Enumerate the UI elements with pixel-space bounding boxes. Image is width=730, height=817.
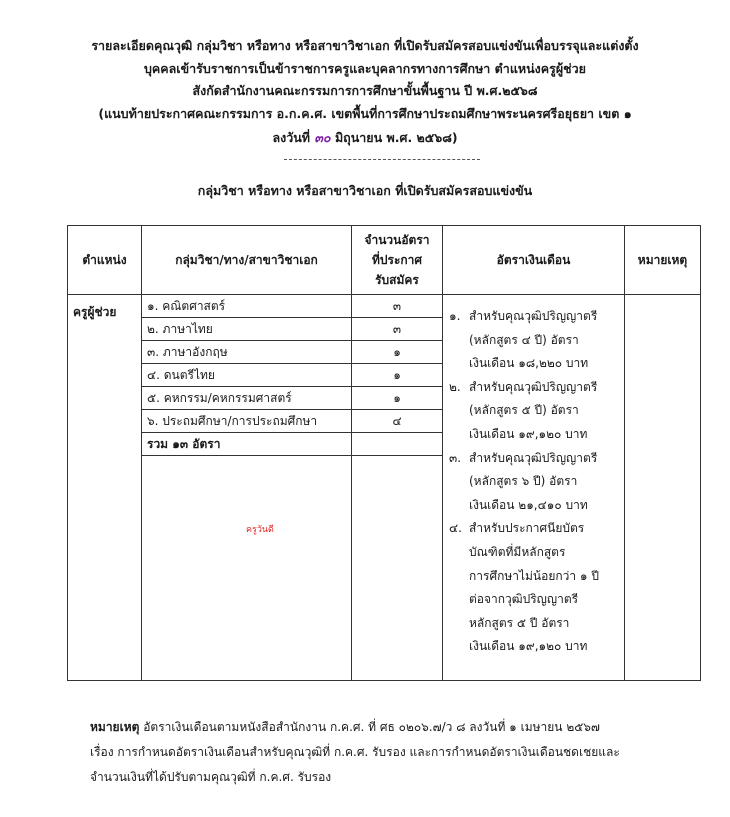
- salary-item: [449, 376, 620, 447]
- salary-item-number: ๓.: [449, 450, 462, 465]
- salary-line: สำหรับคุณวุฒิปริญญาตรี: [469, 379, 598, 394]
- counts-cell: [352, 295, 443, 681]
- header-count-line-2: ที่ประกาศ: [371, 253, 423, 267]
- salary-line: สำหรับประกาศนียบัตร: [469, 521, 585, 536]
- header-line-5: [0, 127, 730, 148]
- salary-cell: [443, 295, 625, 681]
- subject-row: ๕. คหกรรม/คหกรรมศาสตร์: [142, 387, 351, 410]
- salary-line: หลักสูตร ๕ ปี อัตรา: [469, 615, 570, 630]
- subject-row: ๔. ดนตรีไทย: [142, 364, 351, 387]
- positions-table: [67, 225, 701, 681]
- salary-line: เงินเดือน ๑๘,๒๒๐ บาท: [469, 356, 589, 371]
- salary-item: [449, 447, 620, 518]
- salary-item-number: ๑.: [449, 309, 461, 323]
- footnote-line-2: เรื่อง การกำหนดอัตราเงินเดือนสำหรับคุณวุฒิที่ ก.ค.ศ. รับรอง และการกำหนดอัตราเงินเดือนชดเชยและ: [90, 745, 620, 759]
- date-day: ๓๐: [314, 130, 331, 145]
- footnote: [90, 715, 700, 790]
- salary-line: บัณฑิตที่มีหลักสูตร: [469, 544, 566, 559]
- salary-item: [449, 305, 620, 376]
- salary-item: [449, 517, 620, 659]
- salary-line: (หลักสูตร ๔ ปี) อัตรา: [469, 332, 579, 347]
- salary-line: เงินเดือน ๑๙,๑๒๐ บาท: [469, 426, 588, 441]
- dashed-divider: [284, 159, 480, 160]
- count-row: ๑: [352, 341, 442, 364]
- salary-line: (หลักสูตร ๖ ปี) อัตรา: [469, 474, 578, 489]
- salary-line: เงินเดือน ๑๙,๑๒๐ บาท: [469, 639, 588, 654]
- salary-item-number: ๔.: [449, 521, 462, 536]
- salary-item-number: ๒.: [449, 379, 461, 394]
- position-cell: ครูผู้ช่วย: [68, 295, 142, 681]
- subjects-cell: [142, 295, 352, 681]
- header-salary: อัตราเงินเดือน: [443, 226, 625, 295]
- header-line-2: บุคคลเข้ารับราชการเป็นข้าราชการครูและบุคลากรทางการศึกษา ตำแหน่งครูผู้ช่วย: [143, 61, 586, 76]
- salary-line: การศึกษาไม่น้อยกว่า ๑ ปี: [469, 568, 599, 583]
- watermark-text: ครูวันดี: [246, 525, 274, 535]
- count-row: ๔: [352, 410, 442, 433]
- remark-cell: [625, 295, 701, 681]
- table-header-row: [68, 226, 701, 295]
- count-row: ๓: [352, 295, 442, 318]
- date-prefix: ลงวันที่: [272, 130, 311, 145]
- header-position: ตำแหน่ง: [68, 226, 142, 295]
- footnote-line-1: [90, 715, 700, 740]
- header-line-3: สังกัดสำนักงานคณะกรรมการการศึกษาขั้นพื้นฐาน ปี พ.ศ.๒๕๖๘: [192, 83, 538, 98]
- subject-row: ๑. คณิตศาสตร์: [142, 295, 351, 318]
- footnote-line-3: จำนวนเงินที่ได้ปรับตามคุณวุฒิที่ ก.ค.ศ. รับรอง: [90, 770, 332, 784]
- header-count-line-1: จำนวนอัตรา: [364, 233, 430, 247]
- salary-line: เงินเดือน ๒๑,๔๑๐ บาท: [469, 497, 588, 512]
- header-subject: กลุ่มวิชา/ทาง/สาขาวิชาเอก: [142, 226, 352, 295]
- salary-line: (หลักสูตร ๕ ปี) อัตรา: [469, 403, 579, 418]
- header-remark: หมายเหตุ: [625, 226, 701, 295]
- footnote-text-1: อัตราเงินเดือนตามหนังสือสำนักงาน ก.ค.ศ. ที่ ศธ ๐๒๐๖.๗/ว ๘ ลงวันที่ ๑ เมษายน ๒๕๖๗: [139, 720, 600, 734]
- subject-row: ๓. ภาษาอังกฤษ: [142, 341, 351, 364]
- header-count: [352, 226, 443, 295]
- count-row: ๑: [352, 364, 442, 387]
- subject-row: ๒. ภาษาไทย: [142, 318, 351, 341]
- count-row: ๑: [352, 387, 442, 410]
- header-line-4: (แนบท้ายประกาศคณะกรรมการ อ.ก.ค.ศ. เขตพื้นที่การศึกษาประถมศึกษาพระนครศรีอยุธยา เขต ๑: [98, 106, 632, 121]
- salary-line: ต่อจากวุฒิปริญญาตรี: [469, 592, 579, 607]
- subject-row: ๖. ประถมศึกษา/การประถมศึกษา: [142, 410, 351, 433]
- footnote-label: หมายเหตุ: [90, 720, 140, 734]
- header-count-line-3: รับสมัคร: [375, 273, 419, 287]
- salary-line: สำหรับคุณวุฒิปริญญาตรี: [469, 309, 598, 323]
- header-line-1: รายละเอียดคุณวุฒิ กลุ่มวิชา หรือทาง หรือสาขาวิชาเอก ที่เปิดรับสมัครสอบแข่งขันเพื่อบรรจุและแต่งตั้ง: [91, 38, 639, 53]
- table-body-row: [68, 295, 701, 681]
- total-count-row: [352, 433, 442, 456]
- date-suffix: มิถุนายน พ.ศ. ๒๕๖๘): [334, 130, 458, 145]
- salary-line: สำหรับคุณวุฒิปริญญาตรี: [469, 450, 598, 465]
- total-row: รวม ๑๓ อัตรา: [142, 433, 351, 456]
- count-row: ๓: [352, 318, 442, 341]
- table-subtitle: กลุ่มวิชา หรือทาง หรือสาขาวิชาเอก ที่เปิดรับสมัครสอบแข่งขัน: [197, 183, 533, 198]
